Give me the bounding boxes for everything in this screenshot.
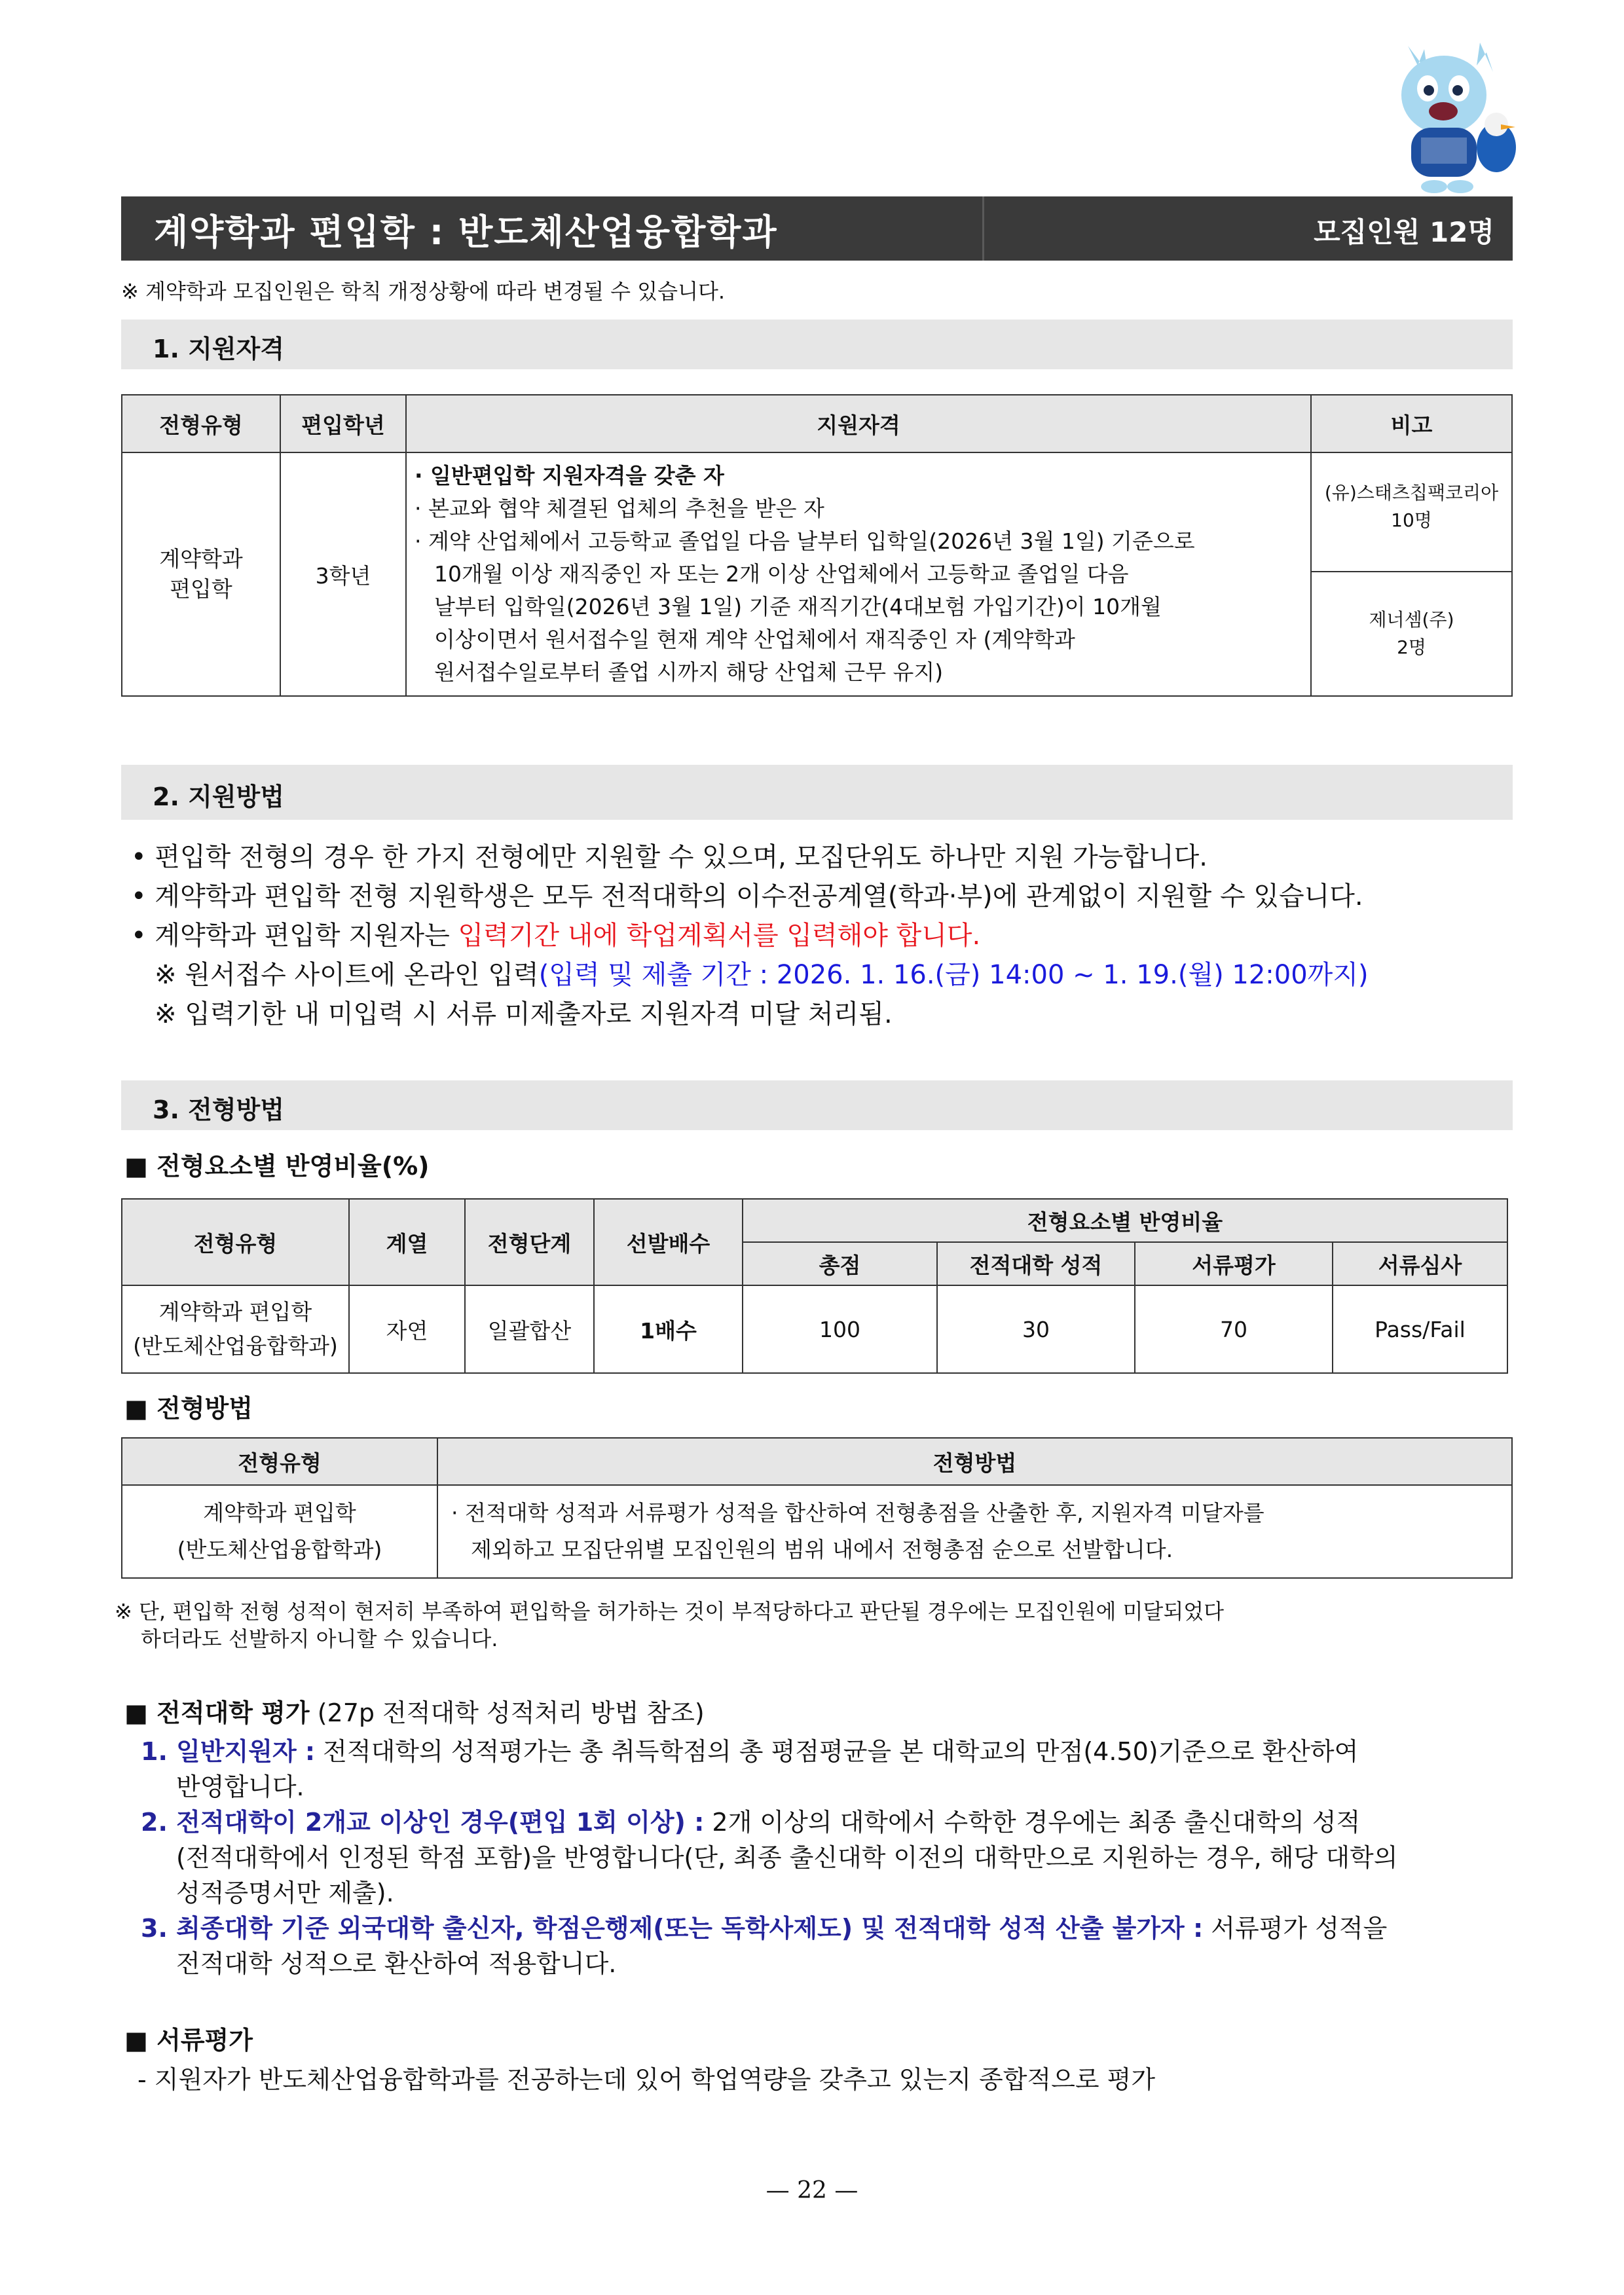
th-type: 전형유형 — [122, 395, 280, 452]
method-heading: ■ 전형방법 — [124, 1394, 253, 1423]
warning-line: ※ 단, 편입학 전형 성적이 현저히 부족하여 편입학을 허가하는 것이 부적당하다고 판단될 경우에는 모집인원에 미달되었다 — [115, 1599, 1225, 1624]
item-text: 서류평가 성적을 — [1203, 1914, 1388, 1943]
remark-count: 10명 — [1391, 509, 1432, 531]
th-year: 편입학년 — [280, 395, 406, 452]
th-type: 전형유형 — [122, 1438, 437, 1485]
cell-qualifications — [406, 452, 1311, 696]
cell-doc-review: Pass/Fail — [1333, 1285, 1507, 1373]
th-doc-eval: 서류평가 — [1135, 1242, 1333, 1285]
ratio-table — [121, 1198, 1508, 1374]
th-remarks: 비고 — [1311, 395, 1512, 452]
cell-prev-grade: 30 — [937, 1285, 1135, 1373]
warning-note — [115, 1598, 1224, 1653]
th-doc-review: 서류심사 — [1333, 1242, 1507, 1285]
list-item — [141, 1911, 1397, 1946]
qualification-line: 날부터 입학일(2026년 3월 1일) 기준 재직기간(4대보험 가입기간)이 10개월 — [434, 594, 1162, 619]
th-ratio-group: 전형요소별 반영비율 — [743, 1199, 1507, 1242]
list-item-cont: (전적대학에서 인정된 학점 포함)을 반영합니다(단, 최종 출신대학 이전의 대학만으로 지원하는 경우, 해당 대학의 — [176, 1843, 1398, 1872]
cell-remark-1 — [1311, 452, 1512, 572]
section3-title: 3. 전형방법 — [153, 1095, 284, 1124]
method-line: 제외하고 모집단위별 모집인원의 범위 내에서 전형총점 순으로 선발합니다. — [471, 1537, 1173, 1562]
doc-eval-text: - 지원자가 반도체산업융합학과를 전공하는데 있어 학업역량을 갖추고 있는지 종합적으로 평가 — [138, 2065, 1156, 2094]
prev-eval-note: (27p 전적대학 성적처리 방법 참조) — [309, 1698, 705, 1727]
th-total: 총점 — [743, 1242, 937, 1285]
sub-note: ※ 입력기한 내 미입력 시 서류 미제출자로 지원자격 미달 처리됨. — [155, 999, 893, 1029]
qualification-table — [121, 394, 1513, 697]
list-item-cont: 반영합니다. — [176, 1772, 304, 1801]
section2-title: 2. 지원방법 — [153, 782, 284, 811]
remark-company: 제너셈(주) — [1369, 609, 1454, 631]
type-line: (반도체산업융합학과) — [177, 1537, 382, 1562]
quota-label: 모집인원 12명 — [1314, 216, 1494, 248]
list-item-cont: 성적증명서만 제출). — [176, 1879, 394, 1907]
qualification-line: · 계약 산업체에서 고등학교 졸업일 다음 날부터 입학일(2026년 3월 1일) 기준으로 — [415, 528, 1195, 554]
item-text: 2개 이상의 대학에서 수학한 경우에는 최종 출신대학의 성적 — [704, 1808, 1361, 1837]
qualification-line: 원서접수일로부터 졸업 시까지 해당 산업체 근무 유지) — [434, 659, 944, 685]
list-item — [141, 1805, 1397, 1840]
section1-bar — [121, 320, 1513, 369]
page-number: — 22 — — [766, 2177, 858, 2204]
list-item-cont: 전적대학 성적으로 환산하여 적용합니다. — [176, 1949, 617, 1978]
sub-note — [155, 957, 1369, 993]
qualification-line: 이상이면서 원서접수일 현재 계약 산업체에서 재직중인 자 (계약학과 — [434, 627, 1075, 652]
type-line: 계약학과 편입학 — [203, 1500, 356, 1526]
cell-type: 계약학과 편입학 — [122, 452, 280, 696]
list-item — [141, 1734, 1397, 1769]
cell-field: 자연 — [349, 1285, 465, 1373]
prev-eval-list — [141, 1734, 1397, 1981]
section1-title: 1. 지원자격 — [153, 335, 284, 363]
bullet-item — [131, 918, 980, 953]
th-prev-grade: 전적대학 성적 — [937, 1242, 1135, 1285]
cell-multiple: 1배수 — [594, 1285, 743, 1373]
page-title: 계약학과 편입학 : 반도체산업융합학과 — [154, 211, 778, 253]
bullet-item: • 계약학과 편입학 전형 지원학생은 모두 전적대학의 이수전공계열(학과·부)에 관계없이 지원할 수 있습니다. — [131, 881, 1363, 911]
qualification-line: 10개월 이상 재직중인 자 또는 2개 이상 산업체에서 고등학교 졸업일 다음 — [434, 561, 1129, 587]
cell-type — [122, 1485, 437, 1578]
th-field: 계열 — [349, 1199, 465, 1285]
remark-company: (유)스태츠칩팩코리아 — [1324, 482, 1499, 504]
th-multiple: 선발배수 — [594, 1199, 743, 1285]
cell-type — [122, 1285, 349, 1373]
type-line: 계약학과 편입학 — [158, 1299, 312, 1325]
item-text: 전적대학의 성적평가는 총 취득학점의 총 평점평균을 본 대학교의 만점(4.50)기준으로 환산하여 — [315, 1737, 1359, 1766]
dragon-mascot-icon — [1382, 33, 1526, 196]
prev-eval-heading-row — [124, 1693, 705, 1729]
cell-doc-eval: 70 — [1135, 1285, 1333, 1373]
bullet3-emphasis: 입력기간 내에 학업계획서를 입력해야 합니다. — [458, 921, 981, 951]
method-line: · 전적대학 성적과 서류평가 성적을 합산하여 전형총점을 산출한 후, 지원자격 미달자를 — [451, 1500, 1264, 1526]
bullet3-prefix: • 계약학과 편입학 지원자는 — [131, 921, 458, 951]
remark-count: 2명 — [1397, 636, 1426, 658]
type-line: (반도체산업융합학과) — [133, 1333, 338, 1359]
cell-remark-2 — [1311, 572, 1512, 696]
cell-year: 3학년 — [280, 452, 406, 696]
bullet-item: • 편입학 전형의 경우 한 가지 전형에만 지원할 수 있으며, 모집단위도 하나만 지원 가능합니다. — [131, 842, 1208, 872]
cell-total: 100 — [743, 1285, 937, 1373]
prev-eval-heading: ■ 전적대학 평가 — [124, 1698, 310, 1727]
th-type: 전형유형 — [122, 1199, 349, 1285]
ratio-heading: ■ 전형요소별 반영비율(%) — [124, 1152, 430, 1181]
th-method: 전형방법 — [437, 1438, 1512, 1485]
section3-bar — [121, 1080, 1513, 1130]
item-label: 1. 일반지원자 : — [141, 1737, 316, 1766]
item-label: 2. 전적대학이 2개교 이상인 경우(편입 1회 이상) : — [141, 1808, 705, 1837]
method-table — [121, 1437, 1513, 1579]
th-stage: 전형단계 — [465, 1199, 594, 1285]
top-note: ※ 계약학과 모집인원은 학칙 개정상황에 따라 변경될 수 있습니다. — [121, 279, 726, 304]
title-banner — [121, 196, 1513, 261]
sub1-prefix: ※ 원서접수 사이트에 온라인 입력 — [155, 960, 539, 990]
doc-eval-heading: ■ 서류평가 — [124, 2026, 253, 2055]
warning-line: 하더라도 선발하지 아니할 수 있습니다. — [141, 1626, 498, 1651]
qualification-line: · 일반편입학 지원자격을 갖춘 자 — [415, 463, 724, 488]
sub1-period: (입력 및 제출 기간 : 2026. 1. 16.(금) 14:00 ~ 1. 19.(월) 12:00까지) — [538, 960, 1369, 990]
banner-divider — [982, 196, 984, 261]
th-qualification: 지원자격 — [406, 395, 1311, 452]
item-label: 3. 최종대학 기준 외국대학 출신자, 학점은행제(또는 독학사제도) 및 전적대학 성적 산출 불가자 : — [141, 1914, 1204, 1943]
cell-stage: 일괄합산 — [465, 1285, 594, 1373]
qualification-line: · 본교와 협약 체결된 업체의 추천을 받은 자 — [415, 496, 824, 521]
cell-method — [437, 1485, 1512, 1578]
section2-bar — [121, 765, 1513, 820]
